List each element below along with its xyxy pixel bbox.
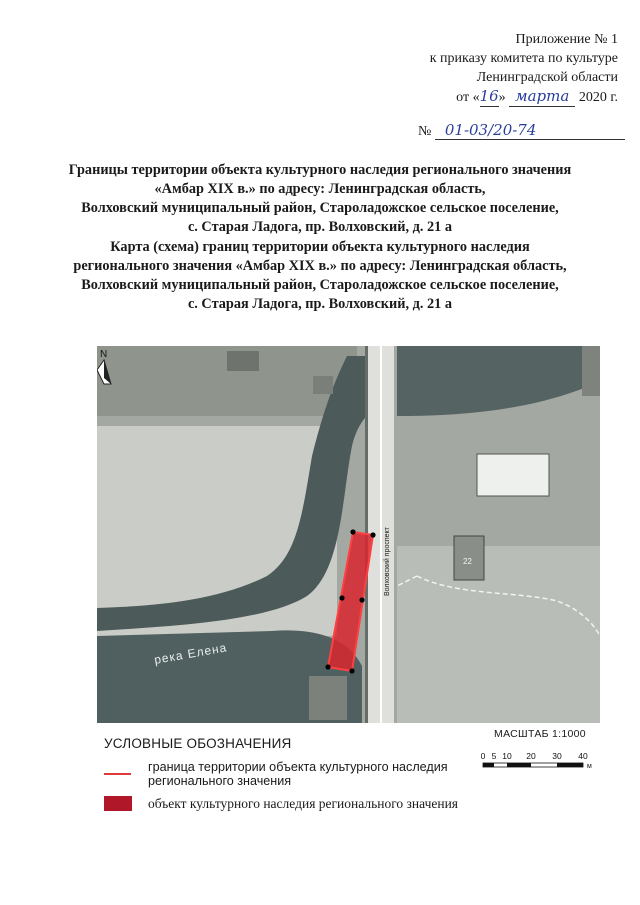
object-fill-swatch (104, 796, 132, 811)
scale-tick: 40 (578, 751, 588, 761)
legend-item-object (104, 794, 524, 814)
title-line: с. Старая Ладога, пр. Волховский, д. 21 а (187, 219, 453, 235)
title-line: «Амбар XIX в.» по адресу: Ленинградская область, (154, 181, 486, 197)
map-title-line: регионального значения «Амбар XIX в.» по адресу: Ленинградская область, (73, 258, 567, 274)
appendix-header (430, 30, 618, 107)
title-line: Границы территории объекта культурного наследия регионального значения (68, 162, 572, 178)
north-label: N (100, 349, 108, 360)
number-prefix: № (418, 124, 432, 139)
boundary-map (97, 346, 600, 723)
order-date (430, 87, 618, 107)
scale-tick: 30 (552, 751, 562, 761)
date-day: 16 (479, 87, 499, 105)
legend-object-text: объект культурного наследия регионального значения (148, 796, 459, 811)
legend-item-boundary (104, 760, 524, 792)
title-line: Волховский муниципальный район, Староладожское сельское поселение, (81, 200, 559, 216)
scale-tick: 0 (480, 751, 486, 761)
boundary-line-swatch (104, 773, 131, 775)
map-title-line: с. Старая Ладога, пр. Волховский, д. 21 а (187, 296, 453, 312)
date-mid: » (498, 90, 510, 105)
building (227, 351, 259, 371)
map-title-line: Карта (схема) границ территории объекта культурного наследия (110, 239, 530, 255)
vertex-point (325, 664, 330, 669)
appendix-line-2: к приказу комитета по культуре (429, 51, 618, 66)
building-large (477, 454, 549, 496)
house-number: 22 (463, 557, 472, 566)
snow-field-right (397, 546, 600, 723)
building (582, 346, 600, 396)
vertex-point (359, 597, 364, 602)
river-label: река Елена (153, 640, 229, 667)
building (309, 676, 347, 720)
scale-tick: 5 (491, 751, 497, 761)
street-label: Волховский проспект (384, 527, 391, 596)
scale-unit: м (587, 763, 592, 770)
building (313, 376, 333, 394)
map-title-line: Волховский муниципальный район, Староладожское сельское поселение, (81, 277, 559, 293)
date-month: марта (509, 87, 575, 107)
date-prefix: от « (456, 90, 480, 105)
vertex-point (370, 532, 375, 537)
scale-tick: 10 (502, 751, 512, 761)
order-number (418, 121, 625, 140)
legend-boundary-text: граница территории объекта культурного наследия регионального значения (148, 760, 448, 788)
scale-tick: 20 (526, 751, 536, 761)
appendix-line-3: Ленинградской области (476, 70, 618, 85)
document-title (40, 161, 600, 237)
number-value: 01-03/20-74 (435, 121, 625, 140)
appendix-line-1: Приложение № 1 (515, 32, 618, 47)
vertex-point (349, 668, 354, 673)
legend-heading: УСЛОВНЫЕ ОБОЗНАЧЕНИЯ (104, 736, 292, 751)
scale-label: МАСШТАБ 1:1000 (494, 728, 586, 740)
vertex-point (339, 595, 344, 600)
vertex-point (350, 529, 355, 534)
map-title (40, 238, 600, 314)
date-suffix: 2020 г. (575, 90, 618, 105)
